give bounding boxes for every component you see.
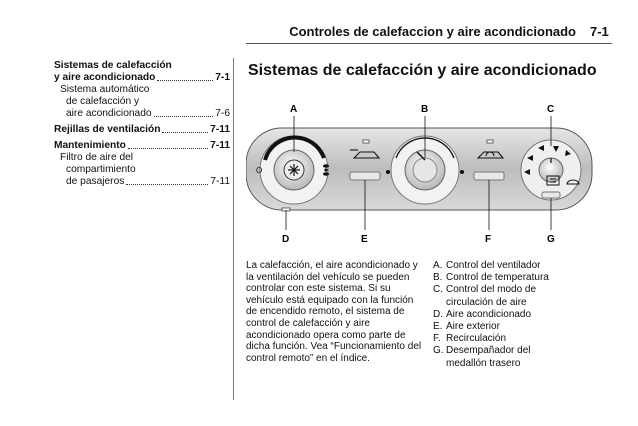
toc-mantenimiento-label: Mantenimiento [54,140,126,151]
toc-filtro-line2: compartimiento [66,164,136,175]
temperature-hot-dot [460,170,464,174]
callout-d: D [282,234,290,245]
callout-f: F [485,234,492,245]
toc-auto-line2: de calefacción y [66,96,140,107]
toc-entry-auto-cont2 [54,108,230,120]
toc-entry-auto[interactable] [54,84,230,96]
toc-leader [157,72,213,81]
page-number: 7-1 [590,24,609,39]
callout-c: C [547,104,555,115]
legend-letter: B. [433,272,443,284]
toc-auto-line3: aire acondicionado [66,108,152,119]
legend-text: Aire acondicionado [446,308,532,320]
toc-entry-rejillas[interactable] [54,124,230,136]
legend-item-a [433,260,613,272]
rear-defrost-button[interactable] [542,192,560,198]
callout-e: E [361,234,368,245]
legend-text: Recirculación [446,333,507,345]
toc-leader [154,108,214,117]
toc-filtro-page: 7-11 [210,176,230,187]
toc-leader [128,140,208,149]
intro-paragraph: La calefacción, el aire acondicionado y la ventilación del vehículo se pueden controlar con este sistema. Si su vehículo está equipado con la función de encendido remoto, el sistema de control de calefacción y aire acondicionado opera como parte de dicha función. Vea “Funcionamiento del control remoto” en el índice. [246,260,422,364]
running-header-title: Controles de calefaccion y aire acondicionado [289,24,576,39]
toc-filtro-line3: de pasajeros [66,176,125,187]
toc-mantenimiento-page: 7-11 [210,140,230,151]
outside-air-button[interactable] [350,172,380,180]
toc-sistemas-line1: Sistemas de calefacción [54,60,172,71]
toc-entry-sistemas[interactable] [54,60,230,72]
figure-legend [433,260,613,370]
table-of-contents [54,60,230,188]
section-title: Sistemas de calefacción y aire acondicionado [248,62,597,79]
toc-leader [126,176,208,185]
column-divider [233,58,234,400]
callout-g: G [547,234,555,245]
climate-control-panel-figure [246,100,616,250]
legend-item-e [433,321,613,333]
recirculation-button[interactable] [474,172,504,180]
recirculation-indicator [487,140,493,143]
toc-entry-filtro-cont2 [54,176,230,188]
legend-text: Desempañador del medallón trasero [446,345,531,369]
header-rule [246,43,612,44]
legend-item-d [433,309,613,321]
legend-text: Aire exterior [446,321,500,333]
toc-entry-filtro[interactable] [54,152,230,164]
legend-letter: D. [433,308,443,320]
legend-item-c [433,284,613,308]
legend-letter: A. [433,260,443,271]
toc-auto-page: 7-6 [215,108,230,119]
legend-text: Control del modo de circulación de aire [446,284,537,308]
legend-text: Control de temperatura [446,272,549,284]
legend-letter: G. [433,345,444,357]
toc-entry-auto-cont [54,96,230,108]
toc-leader [162,124,208,133]
outside-air-indicator [363,140,369,143]
toc-entry-filtro-cont [54,164,230,176]
toc-filtro-line1: Filtro de aire del [60,152,134,163]
toc-sistemas-page: 7-1 [215,72,230,83]
legend-letter: C. [433,284,443,296]
toc-auto-line1: Sistema automático [60,84,150,95]
toc-rejillas-page: 7-11 [210,124,230,135]
legend-letter: E. [433,321,443,333]
toc-sistemas-line2: y aire acondicionado [54,72,156,83]
legend-item-b [433,272,613,284]
legend-item-g [433,345,613,369]
fan-off-symbol: O [256,166,263,175]
toc-rejillas-label: Rejillas de ventilación [54,124,161,135]
legend-item-f [433,333,613,345]
callout-b: B [421,104,429,115]
legend-text: Control del ventilador [446,260,541,271]
legend-letter: F. [433,333,441,345]
temperature-cold-dot [386,170,390,174]
toc-entry-sistemas-cont[interactable] [54,72,230,84]
callout-a: A [290,104,298,115]
toc-entry-mantenimiento[interactable] [54,140,230,152]
